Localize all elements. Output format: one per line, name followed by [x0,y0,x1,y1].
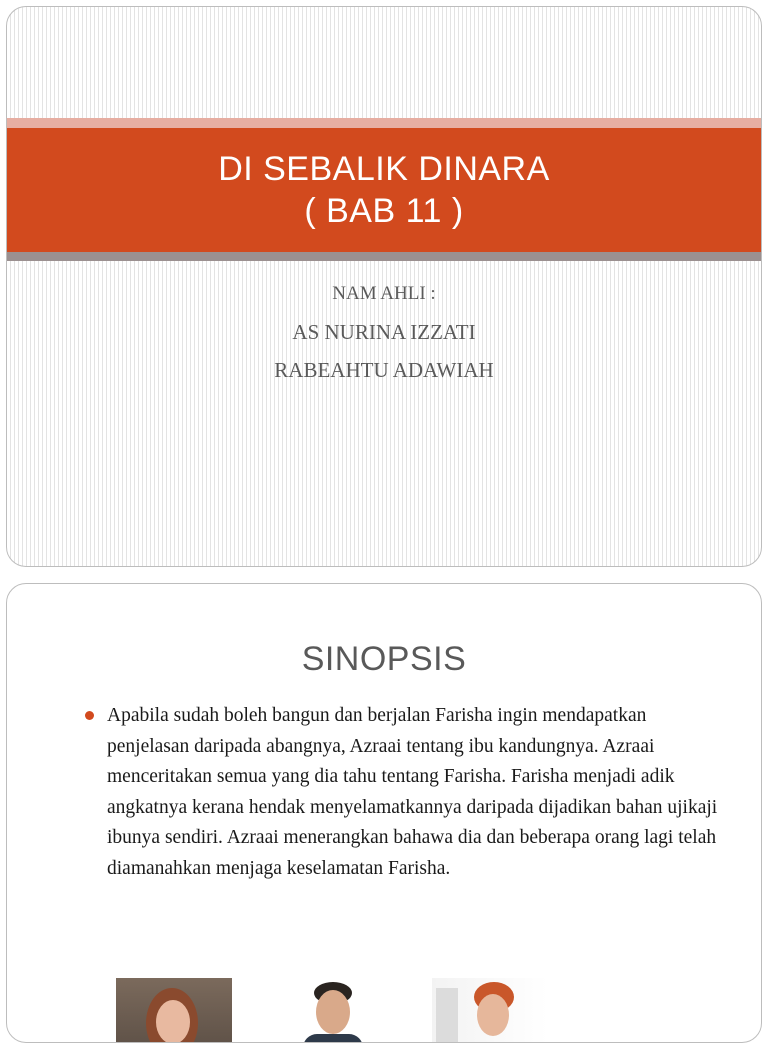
photo-woman-1 [116,978,232,1043]
title-band-bottom-stripe [7,252,761,261]
synopsis-paragraph: Apabila sudah boleh bangun dan berjalan Farisha ingin mendapatkan penjelasan daripada abangnya, Azraai tentang ibu kandungnya. Azraai menceritakan semua yang dia tahu tentang Farisha. Farisha menjadi adik angkatnya kerana hendak menyelamatkannya daripada dijadikan bahan ujikaji ibunya sendiri. Azraai menerangkan bahawa dia dan beberapa orang lagi telah diamanahkan menjaga keselamatan Farisha. [107,705,718,879]
member-name: AS NURINA IZZATI [292,320,476,344]
member-name: RABEAHTU ADAWIAH [274,358,494,382]
photo-woman-2 [432,978,548,1043]
photo-man [275,978,391,1043]
backdrop-shape [436,988,458,1043]
title-slide [6,6,762,567]
face-shape [316,990,350,1034]
synopsis-slide [6,583,762,1043]
bullet-dot-icon [85,711,94,720]
members-label: NAM AHLI : [332,283,436,304]
title-band [7,128,761,252]
slide-title-line-2: ( BAB 11 ) [304,192,464,230]
slide-title-line-1: DI SEBALIK DINARA [218,150,550,188]
synopsis-heading: SINOPSIS [301,640,467,678]
shirt-shape [303,1034,363,1043]
face-shape [156,1000,190,1043]
title-band-top-stripe [7,118,761,128]
members-block [7,275,761,389]
face-shape [477,994,509,1036]
